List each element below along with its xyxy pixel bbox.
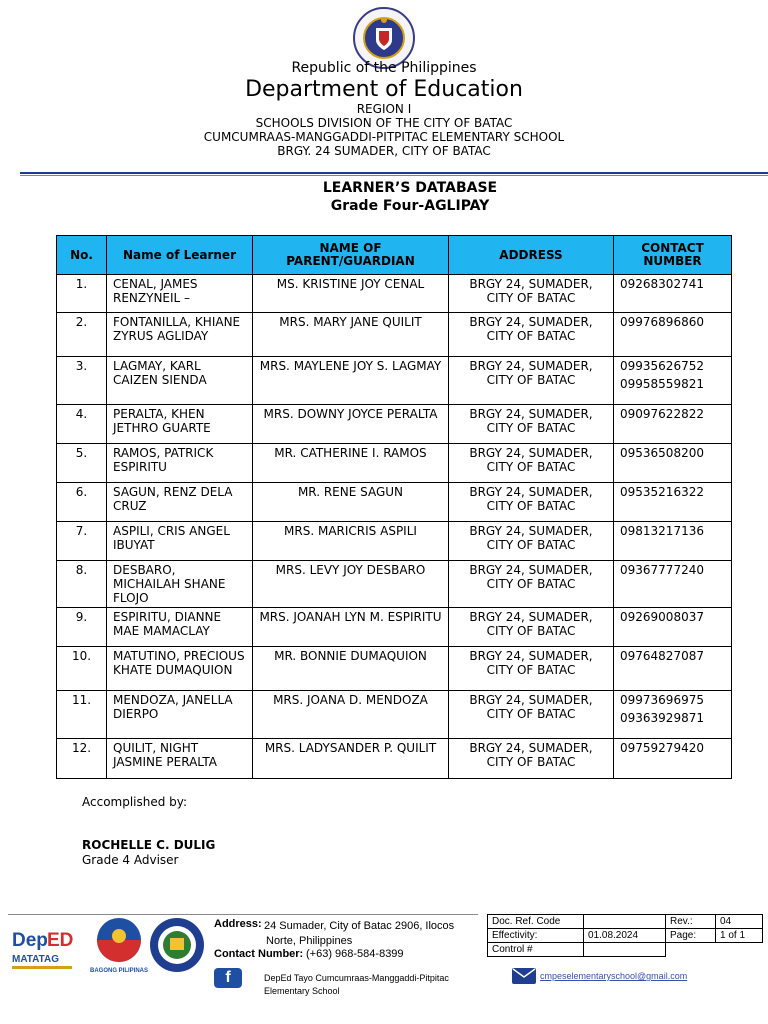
table-row — [57, 357, 732, 405]
deped-matatag-logo — [10, 920, 76, 974]
parent-name-cell-text: MS. KRISTINE JOY CENAL — [276, 277, 425, 291]
table-row — [57, 522, 732, 561]
learner-number-cell — [57, 691, 107, 739]
contact-secondary-text: 09958559821 — [620, 377, 704, 391]
contact-cell-text: 09269008037 — [620, 610, 704, 624]
contact-cell — [614, 739, 732, 779]
address-cell — [449, 608, 614, 647]
learner-name-cell — [107, 608, 253, 647]
address-cell — [449, 483, 614, 522]
parent-name-cell — [253, 647, 449, 691]
learner-number-cell-text: 6. — [75, 485, 88, 499]
contact-cell-text: 09759279420 — [620, 741, 704, 755]
learner-table — [56, 235, 732, 779]
parent-name-cell-text: MRS. MARICRIS ASPILI — [284, 524, 417, 538]
address-cell-text: BRGY 24, SUMADER, CITY OF BATAC — [469, 693, 593, 721]
header-divider — [20, 172, 768, 174]
facebook-page-text: DepEd Tayo Cumcumraas-Manggaddi-Pitpitac Elementary School — [264, 973, 449, 996]
header-name: Name of Learner — [107, 236, 253, 275]
parent-name-cell-text: MR. CATHERINE I. RAMOS — [274, 446, 427, 460]
bagong-pilipinas-logo — [86, 914, 152, 976]
address-cell-text: BRGY 24, SUMADER, CITY OF BATAC — [469, 277, 593, 305]
table-row — [57, 313, 732, 357]
control-value — [584, 943, 666, 957]
parent-name-cell — [253, 561, 449, 608]
learner-number-cell — [57, 647, 107, 691]
footer-divider — [8, 914, 478, 915]
contact-cell — [614, 313, 732, 357]
facebook-icon[interactable]: f — [214, 968, 242, 988]
address-cell-text: BRGY 24, SUMADER, CITY OF BATAC — [469, 649, 593, 677]
parent-name-cell-text: MRS. LADYSANDER P. QUILIT — [264, 741, 437, 755]
header-contact: CONTACT NUMBER — [614, 236, 732, 275]
address-cell-text: BRGY 24, SUMADER, CITY OF BATAC — [469, 485, 593, 513]
department-heading: Department of Education — [245, 77, 523, 102]
empty-cell — [716, 943, 763, 957]
doc-ref-label: Doc. Ref. Code — [488, 915, 584, 929]
table-row — [57, 444, 732, 483]
effectivity-label: Effectivity: — [488, 929, 584, 943]
table-row — [57, 405, 732, 444]
learner-name-cell — [107, 561, 253, 608]
address-cell — [449, 405, 614, 444]
learner-number-cell — [57, 739, 107, 779]
document-subtitle: Grade Four-AGLIPAY — [330, 198, 490, 214]
learner-number-cell — [57, 313, 107, 357]
parent-name-cell-text: MR. BONNIE DUMAQUION — [274, 649, 427, 663]
page-value: 1 of 1 — [716, 929, 763, 943]
contact-cell-text: 09764827087 — [620, 649, 704, 663]
parent-name-cell — [253, 522, 449, 561]
adviser-name: ROCHELLE C. DULIG — [82, 838, 216, 852]
svg-text:BAGONG PILIPINAS: BAGONG PILIPINAS — [89, 968, 149, 974]
footer-contact-label: Contact Number: — [214, 948, 304, 960]
contact-cell-text: 09813217136 — [620, 524, 704, 538]
table-row — [57, 647, 732, 691]
contact-secondary-text: 09363929871 — [620, 711, 704, 725]
contact-cell — [614, 691, 732, 739]
learner-name-cell-text: LAGMAY, KARL CAIZEN SIENDA — [113, 359, 207, 387]
address-cell — [449, 275, 614, 313]
address-cell — [449, 313, 614, 357]
contact-cell — [614, 357, 732, 405]
control-label: Control # — [488, 943, 584, 957]
parent-name-cell-text: MRS. JOANA D. MENDOZA — [273, 693, 428, 707]
school-address-heading: BRGY. 24 SUMADER, CITY OF BATAC — [277, 144, 491, 158]
contact-cell — [614, 647, 732, 691]
learner-number-cell — [57, 405, 107, 444]
learner-name-cell-text: DESBARO, MICHAILAH SHANE FLOJO — [113, 563, 226, 605]
learner-name-cell-text: FONTANILLA, KHIANE ZYRUS AGLIDAY — [113, 315, 241, 343]
contact-cell — [614, 483, 732, 522]
learner-name-cell — [107, 647, 253, 691]
learner-number-cell-text: 2. — [75, 315, 88, 329]
learner-number-cell-text: 7. — [75, 524, 88, 538]
learner-name-cell-text: ASPILI, CRIS ANGEL IBUYAT — [113, 524, 230, 552]
school-logo — [148, 916, 206, 974]
accomplished-by-label: Accomplished by: — [82, 795, 188, 809]
parent-name-cell — [253, 739, 449, 779]
learner-number-cell-text: 1. — [75, 277, 88, 291]
learner-number-cell-text: 3. — [75, 359, 88, 373]
table-row — [57, 739, 732, 779]
doc-ref-value — [584, 915, 666, 929]
learner-name-cell — [107, 357, 253, 405]
table-row — [57, 483, 732, 522]
learner-name-cell-text: ESPIRITU, DIANNE MAE MAMACLAY — [113, 610, 222, 638]
contact-cell — [614, 522, 732, 561]
document-title: LEARNER’S DATABASE — [322, 180, 498, 196]
address-cell-text: BRGY 24, SUMADER, CITY OF BATAC — [469, 524, 593, 552]
address-cell — [449, 647, 614, 691]
learner-number-cell-text: 8. — [75, 563, 88, 577]
learner-name-cell-text: RAMOS, PATRICK ESPIRITU — [113, 446, 214, 474]
address-cell-text: BRGY 24, SUMADER, CITY OF BATAC — [469, 610, 593, 638]
address-cell-text: BRGY 24, SUMADER, CITY OF BATAC — [469, 359, 593, 387]
page-label: Page: — [666, 929, 716, 943]
learner-name-cell-text: CENAL, JAMES RENZYNEIL – — [113, 277, 198, 305]
learner-number-cell-text: 4. — [75, 407, 88, 421]
table-row — [57, 275, 732, 313]
address-cell-text: BRGY 24, SUMADER, CITY OF BATAC — [469, 407, 593, 435]
republic-heading: Republic of the Philippines — [291, 60, 477, 76]
school-heading: CUMCUMRAAS-MANGGADDI-PITPITAC ELEMENTARY SCHOOL — [203, 130, 565, 144]
email-icon — [512, 968, 536, 984]
region-heading: REGION I — [356, 102, 412, 116]
parent-name-cell-text: MRS. JOANAH LYN M. ESPIRITU — [259, 610, 442, 624]
address-cell — [449, 691, 614, 739]
parent-name-cell — [253, 405, 449, 444]
learner-name-cell-text: QUILIT, NIGHT JASMINE PERALTA — [113, 741, 217, 769]
contact-cell-text: 09976896860 — [620, 315, 704, 329]
rev-value: 04 — [716, 915, 763, 929]
header-parent: NAME OF PARENT/GUARDIAN — [253, 236, 449, 275]
contact-cell-text: 09536508200 — [620, 446, 704, 460]
learner-number-cell — [57, 357, 107, 405]
contact-cell-text: 09097622822 — [620, 407, 704, 421]
learner-name-cell — [107, 691, 253, 739]
learner-name-cell-text: PERALTA, KHEN JETHRO GUARTE — [113, 407, 211, 435]
table-row — [57, 561, 732, 608]
table-row — [57, 691, 732, 739]
email-link[interactable]: cmpeselementaryschool@gmail.com — [540, 971, 688, 981]
address-cell — [449, 561, 614, 608]
learner-name-cell — [107, 522, 253, 561]
learner-number-cell — [57, 608, 107, 647]
learner-number-cell — [57, 522, 107, 561]
header-divider-secondary — [20, 175, 768, 176]
parent-name-cell-text: MRS. MARY JANE QUILIT — [279, 315, 422, 329]
contact-cell-text: 09535216322 — [620, 485, 704, 499]
contact-cell — [614, 444, 732, 483]
learner-name-cell — [107, 313, 253, 357]
header-no: No. — [57, 236, 107, 275]
footer-contact-value: (+63) 968-584-8399 — [306, 948, 404, 960]
learner-name-cell-text: MATUTINO, PRECIOUS KHATE DUMAQUION — [113, 649, 245, 677]
footer-address-value: 24 Sumader, City of Batac 2906, Ilocos Norte, Philippines — [264, 920, 455, 947]
parent-name-cell — [253, 357, 449, 405]
empty-cell — [666, 943, 716, 957]
contact-cell-text: 09973696975 — [620, 693, 704, 707]
parent-name-cell-text: MRS. MAYLENE JOY S. LAGMAY — [259, 359, 442, 373]
address-cell-text: BRGY 24, SUMADER, CITY OF BATAC — [469, 741, 593, 769]
learner-name-cell-text: SAGUN, RENZ DELA CRUZ — [113, 485, 233, 513]
learner-number-cell-text: 9. — [75, 610, 88, 624]
learner-number-cell — [57, 444, 107, 483]
contact-cell-text: 09367777240 — [620, 563, 704, 577]
division-heading: SCHOOLS DIVISION OF THE CITY OF BATAC — [255, 116, 513, 130]
contact-cell — [614, 608, 732, 647]
contact-cell-text: 09268302741 — [620, 277, 704, 291]
learner-name-cell — [107, 483, 253, 522]
learner-name-cell — [107, 275, 253, 313]
parent-name-cell-text: MR. RENE SAGUN — [297, 485, 404, 499]
effectivity-value: 01.08.2024 — [584, 929, 666, 943]
parent-name-cell — [253, 608, 449, 647]
parent-name-cell — [253, 313, 449, 357]
address-cell-text: BRGY 24, SUMADER, CITY OF BATAC — [469, 315, 593, 343]
learner-number-cell-text: 5. — [75, 446, 88, 460]
parent-name-cell — [253, 691, 449, 739]
contact-cell-text: 09935626752 — [620, 359, 704, 373]
document-reference-table — [487, 914, 763, 957]
learner-number-cell — [57, 561, 107, 608]
table-row — [57, 608, 732, 647]
learner-number-cell — [57, 275, 107, 313]
header-address: ADDRESS — [449, 236, 614, 275]
address-cell — [449, 357, 614, 405]
adviser-role: Grade 4 Adviser — [82, 853, 179, 867]
parent-name-cell — [253, 444, 449, 483]
footer-address-label: Address: — [214, 918, 262, 930]
address-cell-text: BRGY 24, SUMADER, CITY OF BATAC — [469, 563, 593, 591]
contact-cell — [614, 275, 732, 313]
parent-name-cell-text: MRS. DOWNY JOYCE PERALTA — [263, 407, 438, 421]
learner-name-cell — [107, 405, 253, 444]
learner-name-cell — [107, 739, 253, 779]
rev-label: Rev.: — [666, 915, 716, 929]
contact-cell — [614, 405, 732, 444]
contact-cell — [614, 561, 732, 608]
learner-number-cell-text: 12. — [71, 741, 92, 755]
table-body — [57, 275, 732, 779]
parent-name-cell — [253, 483, 449, 522]
address-cell-text: BRGY 24, SUMADER, CITY OF BATAC — [469, 446, 593, 474]
learner-name-cell-text: MENDOZA, JANELLA DIERPO — [113, 693, 233, 721]
address-cell — [449, 444, 614, 483]
parent-name-cell-text: MRS. LEVY JOY DESBARO — [275, 563, 426, 577]
svg-text:ED: ED — [47, 930, 74, 951]
parent-name-cell — [253, 275, 449, 313]
learner-number-cell-text: 11. — [71, 693, 92, 707]
learner-number-cell-text: 10. — [71, 649, 92, 663]
table-header-row — [57, 236, 732, 275]
address-cell — [449, 739, 614, 779]
learner-name-cell — [107, 444, 253, 483]
svg-text:Dep: Dep — [12, 930, 48, 951]
address-cell — [449, 522, 614, 561]
svg-text:MATATAG: MATATAG — [12, 954, 60, 965]
learner-number-cell — [57, 483, 107, 522]
